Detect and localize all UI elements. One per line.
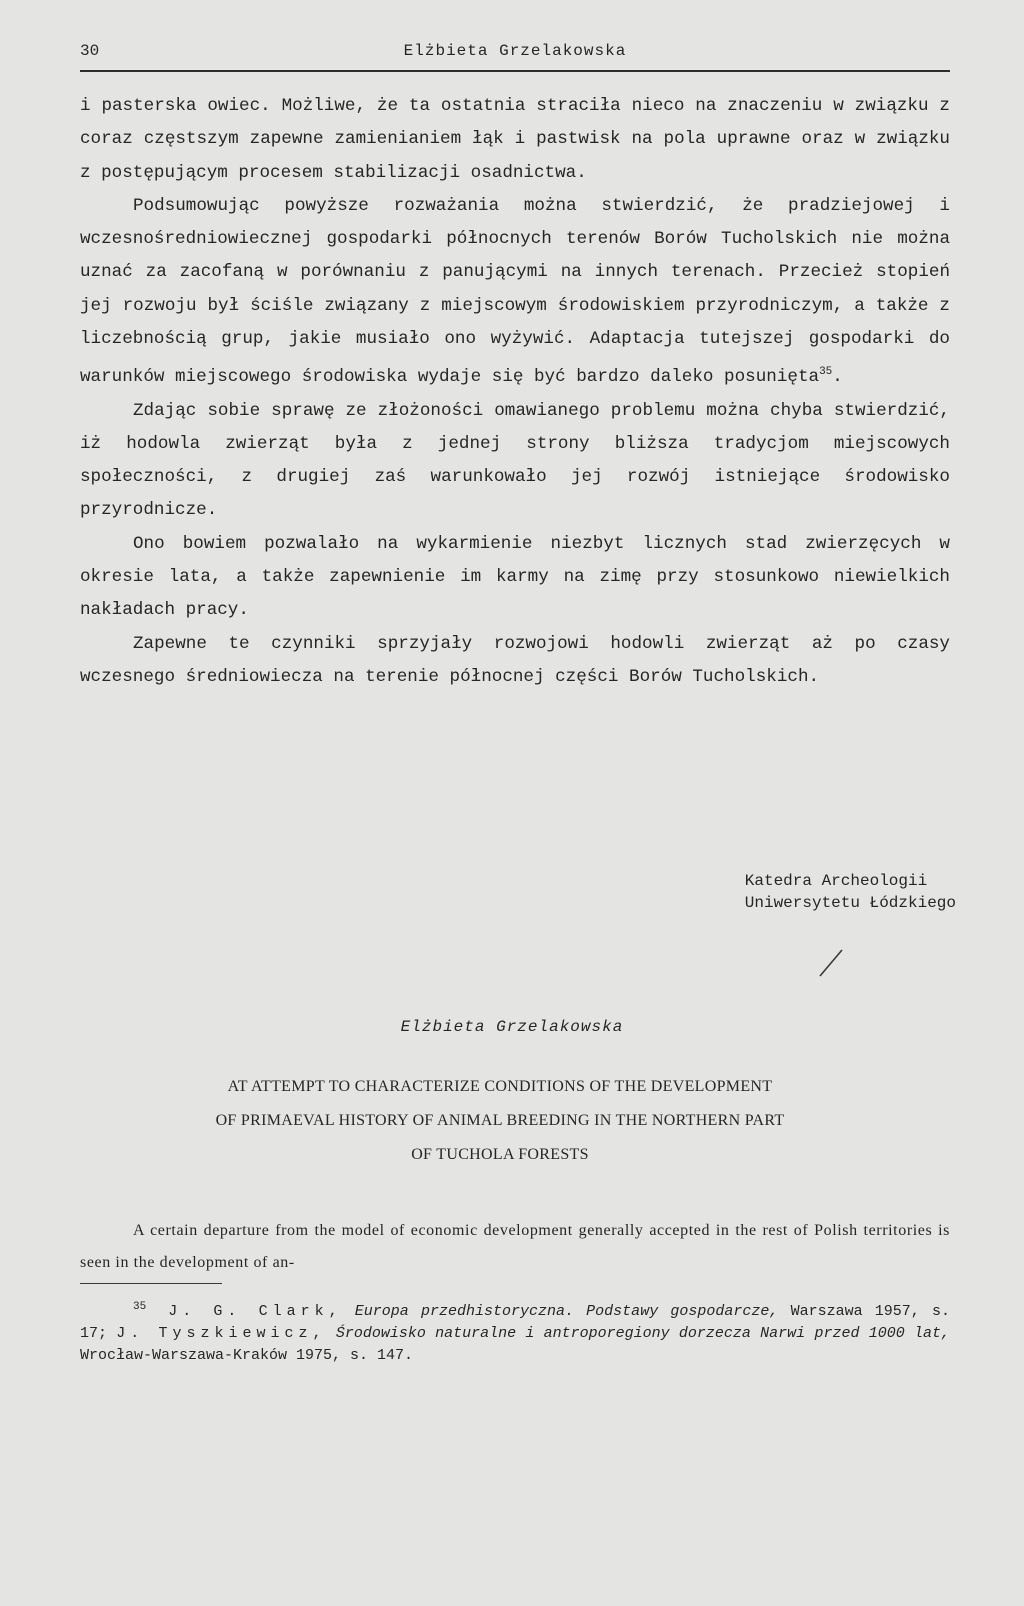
paragraph: Ono bowiem pozwalało na wykarmienie niezbyt licznych stad zwierzęcych w okresie lata, a także zapewnienie im karmy na zimę przy stosunkowo niewielkich nakładach pracy. (80, 533, 950, 621)
page-number: 30 (80, 42, 100, 60)
summary-title-line: OF PRIMAEVAL HISTORY OF ANIMAL BREEDING IN THE NORTHERN PART (215, 1112, 785, 1129)
footnote (80, 1296, 950, 1367)
footnote-reference: 35 (819, 366, 833, 379)
summary-paragraph: A certain departure from the model of economic development generally accepted in the rest of Polish territories is seen in the development of an- (80, 1222, 950, 1271)
summary-text (80, 1215, 950, 1279)
body-text (80, 90, 950, 694)
footnote-marker: 35 (133, 1301, 147, 1313)
affiliation-line: Uniwersytetu Łódzkiego (744, 894, 956, 912)
paragraph: Zdając sobie sprawę ze złożoności omawianego problemu można chyba stwierdzić, iż hodowla zwierząt była z jednej strony bliższa tradycjom miejscowych społeczności, z drugiej zaś warunkowało jej rozwój istniejące środowisko przyrodnicze. (80, 400, 950, 521)
summary-author: Elżbieta Grzelakowska (400, 1018, 624, 1036)
paragraph-end: . (832, 367, 843, 388)
paragraph: i pasterska owiec. Możliwe, że ta ostatnia straciła nieco na znaczeniu w związku z coraz częstszym zapewne zamienianiem łąk i pastwisk na pola uprawne oraz w związku z postępującym procesem stabilizacji osadnictwa. (80, 96, 950, 183)
summary-title-line: OF TUCHOLA FORESTS (411, 1146, 589, 1163)
footnote-title: Europa przedhistoryczna. Podstawy gospodarcze, (354, 1303, 779, 1320)
footnote-title: Środowisko naturalne i antroporegiony dorzecza Narwi przed 1000 lat, (335, 1325, 950, 1342)
header-rule (80, 70, 950, 72)
footnote-publication: Wrocław-Warszawa-Kraków 1975, s. 147. (80, 1347, 414, 1364)
affiliation-line: Katedra Archeologii (744, 872, 928, 890)
paragraph: Zapewne te czynniki sprzyjały rozwojowi hodowli zwierząt aż po czasy wczesnego średniowiecza na terenie północnej części Borów Tucholskich. (80, 633, 950, 687)
paragraph-text: Podsumowując powyższe rozważania można stwierdzić, że pradziejowej i wczesnośredniowiecznej gospodarki północnych terenów Borów Tucholskich nie można uznać za zacofaną w porównaniu z panującymi na innych terenach. Przecież stopień jej rozwoju był ściśle związany z miejscowym środowiskiem przyrodniczym, a także z liczebnością grup, jakie musiało ono wyżywić. Adaptacja tutejszej gospodarki do warunków miejscowego środowiska wydaje się być bardzo daleko posunięta (80, 195, 950, 388)
pen-stroke-mark (818, 948, 844, 978)
footnote-author: J. Tyszkiewicz, (116, 1325, 327, 1342)
author-affiliation (745, 870, 956, 914)
footnote-author: J. G. Clark, (168, 1303, 343, 1320)
summary-title-line: AT ATTEMPT TO CHARACTERIZE CONDITIONS OF THE DEVELOPMENT (227, 1078, 773, 1095)
footnote-text (80, 1296, 950, 1367)
summary-title (160, 1070, 840, 1172)
footnote-rule (80, 1283, 222, 1284)
footnote-publication: Warszawa 1957, s. 17; (80, 1303, 950, 1342)
paragraph (80, 190, 950, 395)
page-header (80, 42, 950, 68)
running-head: Elżbieta Grzelakowska (403, 42, 627, 60)
